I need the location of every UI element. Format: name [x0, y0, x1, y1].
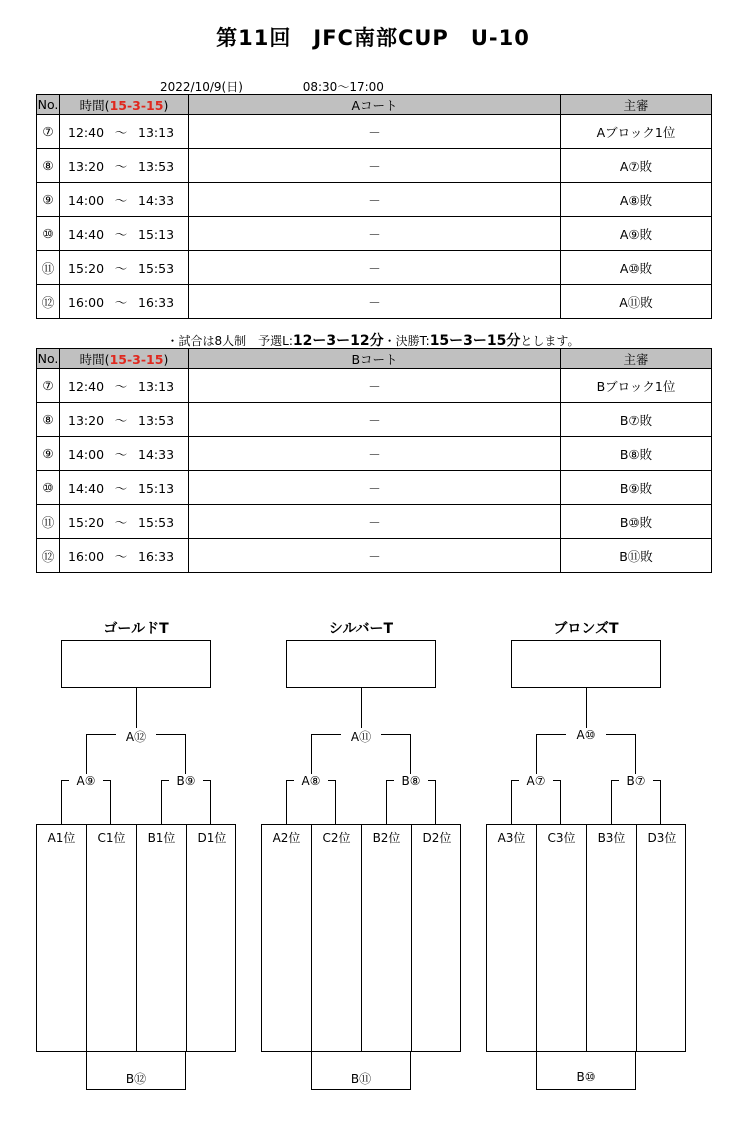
semi-left-label: A⑨ — [69, 774, 103, 788]
table-header-row — [37, 95, 712, 115]
col-header-time: 時間(15-3-15) — [60, 95, 189, 115]
match-referee: A⑧敗 — [561, 183, 712, 217]
team-slot: D1位 — [197, 831, 227, 845]
team-slot: B3位 — [587, 825, 637, 1051]
match-rule-note: ・試合は8人制 予選L:12ー3ー12分・決勝T:15ー3ー15分とします。 — [166, 333, 580, 349]
match-time: 12:40 〜 13:13 — [60, 369, 189, 403]
match-time: 16:00 〜 16:33 — [60, 539, 189, 573]
match-referee: A⑦敗 — [561, 149, 712, 183]
semi-left-label: A⑦ — [519, 774, 553, 788]
table-row — [37, 149, 712, 183]
page-title: 第11回 JFC南部CUP U-10 — [216, 26, 530, 50]
match-teams: － — [189, 437, 561, 471]
court-b-schedule-table — [36, 348, 712, 573]
match-referee: B⑨敗 — [561, 471, 712, 505]
match-no: ⑩ — [37, 217, 60, 251]
semi-left-label: A⑧ — [294, 774, 328, 788]
match-teams: － — [189, 403, 561, 437]
match-referee: B⑩敗 — [561, 505, 712, 539]
match-teams: － — [189, 183, 561, 217]
champion-box — [511, 640, 661, 688]
match-teams: － — [189, 149, 561, 183]
match-referee: B⑪敗 — [561, 539, 712, 573]
final-match-label: A⑫ — [116, 728, 156, 745]
table-header-row — [37, 349, 712, 369]
table-row — [37, 285, 712, 319]
event-date: 2022/10/9(日) — [160, 80, 243, 94]
bracket-title: シルバーT — [328, 621, 394, 637]
match-time: 13:20 〜 13:53 — [60, 403, 189, 437]
event-time-range: 08:30〜17:00 — [302, 80, 384, 94]
team-slot: B1位 — [137, 825, 187, 1051]
match-no: ⑨ — [37, 437, 60, 471]
table-row — [37, 437, 712, 471]
table-row — [37, 505, 712, 539]
col-header-no: No. — [37, 349, 60, 369]
table-row — [37, 183, 712, 217]
table-row — [37, 217, 712, 251]
match-no: ⑧ — [37, 403, 60, 437]
team-slot: B2位 — [362, 825, 412, 1051]
table-row — [37, 369, 712, 403]
col-header-referee: 主審 — [561, 349, 712, 369]
team-columns — [486, 824, 686, 1052]
final-match-label: A⑪ — [341, 728, 381, 745]
match-referee: Bブロック1位 — [561, 369, 712, 403]
date-line — [160, 78, 384, 95]
match-no: ⑫ — [37, 539, 60, 573]
col-header-no: No. — [37, 95, 60, 115]
match-time: 14:00 〜 14:33 — [60, 437, 189, 471]
table-row — [37, 471, 712, 505]
match-no: ⑩ — [37, 471, 60, 505]
match-no: ⑧ — [37, 149, 60, 183]
bracket-title: ゴールドT — [103, 621, 169, 637]
col-header-time: 時間(15-3-15) — [60, 349, 189, 369]
table-row — [37, 539, 712, 573]
match-no: ⑦ — [37, 369, 60, 403]
champion-box — [61, 640, 211, 688]
match-no: ⑦ — [37, 115, 60, 149]
table-row — [37, 251, 712, 285]
tournament-bracket — [36, 618, 236, 1098]
match-time: 14:40 〜 15:13 — [60, 217, 189, 251]
table-row — [37, 403, 712, 437]
third-place-label: B⑫ — [125, 1072, 147, 1086]
team-slot: C2位 — [312, 825, 362, 1051]
match-time: 15:20 〜 15:53 — [60, 505, 189, 539]
match-no: ⑪ — [37, 505, 60, 539]
final-match-label: A⑩ — [566, 728, 606, 742]
team-slot: C1位 — [87, 825, 137, 1051]
col-header-court: Aコート — [189, 95, 561, 115]
third-place-label: B⑪ — [350, 1072, 372, 1086]
semi-right-label: B⑧ — [394, 774, 428, 788]
col-header-referee: 主審 — [561, 95, 712, 115]
team-slot: D3位 — [647, 831, 677, 845]
tournament-bracket — [486, 618, 686, 1098]
match-teams: － — [189, 471, 561, 505]
tournament-bracket — [261, 618, 461, 1098]
match-teams: － — [189, 539, 561, 573]
table-row — [37, 115, 712, 149]
match-teams: － — [189, 251, 561, 285]
match-referee: A⑨敗 — [561, 217, 712, 251]
match-referee: A⑩敗 — [561, 251, 712, 285]
team-slot: D2位 — [422, 831, 452, 845]
match-teams: － — [189, 369, 561, 403]
match-teams: － — [189, 505, 561, 539]
team-columns — [36, 824, 236, 1052]
team-slot: A1位 — [37, 825, 87, 1051]
semi-right-label: B⑦ — [619, 774, 653, 788]
team-columns — [261, 824, 461, 1052]
team-slot: A2位 — [262, 825, 312, 1051]
match-no: ⑪ — [37, 251, 60, 285]
match-teams: － — [189, 115, 561, 149]
bracket-title: ブロンズT — [553, 621, 619, 637]
match-referee: B⑦敗 — [561, 403, 712, 437]
match-time: 15:20 〜 15:53 — [60, 251, 189, 285]
match-teams: － — [189, 217, 561, 251]
match-no: ⑫ — [37, 285, 60, 319]
match-no: ⑨ — [37, 183, 60, 217]
team-slot: C3位 — [537, 825, 587, 1051]
match-time: 14:00 〜 14:33 — [60, 183, 189, 217]
match-time: 13:20 〜 13:53 — [60, 149, 189, 183]
match-referee: Aブロック1位 — [561, 115, 712, 149]
match-referee: B⑧敗 — [561, 437, 712, 471]
match-time: 16:00 〜 16:33 — [60, 285, 189, 319]
col-header-court: Bコート — [189, 349, 561, 369]
champion-box — [286, 640, 436, 688]
match-time: 14:40 〜 15:13 — [60, 471, 189, 505]
match-teams: － — [189, 285, 561, 319]
match-time: 12:40 〜 13:13 — [60, 115, 189, 149]
third-place-label: B⑩ — [576, 1070, 596, 1084]
court-a-schedule-table — [36, 94, 712, 319]
match-referee: A⑪敗 — [561, 285, 712, 319]
semi-right-label: B⑨ — [169, 774, 203, 788]
team-slot: A3位 — [487, 825, 537, 1051]
